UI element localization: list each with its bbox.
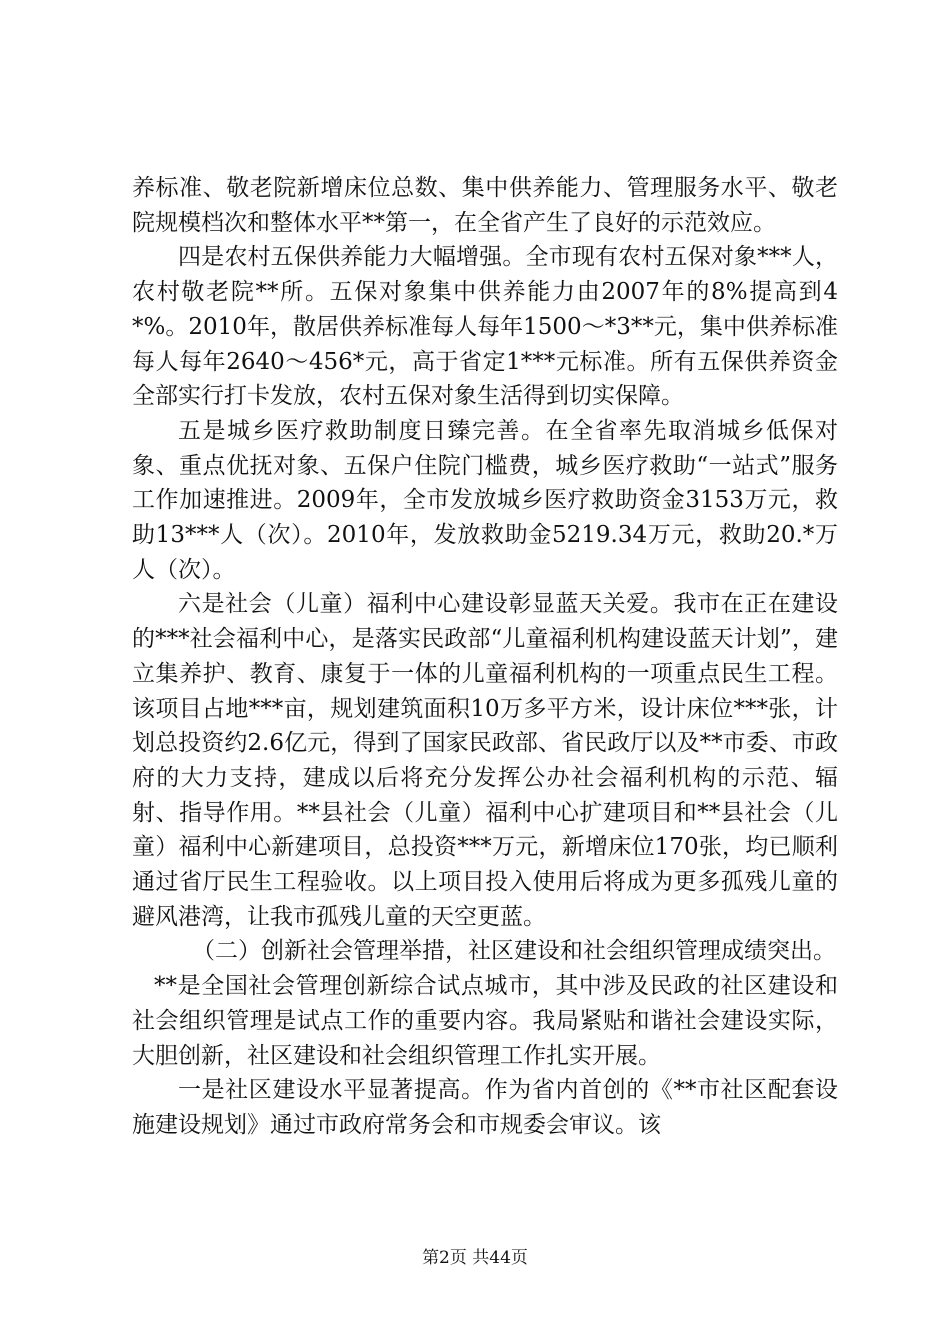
paragraph-pilot-city: **是全国社会管理创新综合试点城市，其中涉及民政的社区建设和社会组织管理是试点工作的重要内容。我局紧贴和谐社会建设实际，大胆创新，社区建设和社会组织管理工作扎实开展。 <box>132 973 838 1069</box>
paragraph-four: 四是农村五保供养能力大幅增强。全市现有农村五保对象***人，农村敬老院**所。五保对象集中供养能力由2007年的8%提高到4*%。2010年，散居供养标准每人每年1500～*3**元，集中供养标准每人每年2640～456*元，高于省定1***元标准。所有五保供养资金全部实行打卡发放，农村五保对象生活得到切实保障。 <box>132 244 838 410</box>
paragraph-five: 五是城乡医疗救助制度日臻完善。在全省率先取消城乡低保对象、重点优抚对象、五保户住院门槛费，城乡医疗救助“一站式”服务工作加速推进。2009年，全市发放城乡医疗救助资金3153万元，救助13***人（次）。2010年，发放救助金5219.34万元，救助20.*万人（次）。 <box>132 417 838 583</box>
page-number: 第2页 共44页 <box>422 1248 528 1268</box>
paragraph-continuation: 养标准、敬老院新增床位总数、集中供养能力、管理服务水平、敬老院规模档次和整体水平**第一，在全省产生了良好的示范效应。 <box>132 175 838 236</box>
section-heading-two: （二）创新社会管理举措，社区建设和社会组织管理成绩突出。 <box>192 938 836 965</box>
paragraph-six: 六是社会（儿童）福利中心建设彰显蓝天关爱。我市在正在建设的***社会福利中心，是落实民政部“儿童福利机构建设蓝天计划”，建立集养护、教育、康复于一体的儿童福利机构的一项重点民生工程。该项目占地***亩，规划建筑面积10万多平方米，设计床位***张，计划总投资约2.6亿元，得到了国家民政部、省民政厅以及**市委、市政府的大力支持，建成以后将充分发挥公办社会福利机构的示范、辐射、指导作用。**县社会（儿童）福利中心扩建项目和**县社会（儿童）福利中心新建项目，总投资***万元，新增床位170张，均已顺利通过省厅民生工程验收。以上项目投入使用后将成为更多孤残儿童的避风港湾，让我市孤残儿童的天空更蓝。 <box>132 591 838 930</box>
paragraph-community: 一是社区建设水平显著提高。作为省内首创的《**市社区配套设施建设规划》通过市政府常务会和市规委会审议。该 <box>132 1077 838 1138</box>
document-body <box>132 171 838 1143</box>
